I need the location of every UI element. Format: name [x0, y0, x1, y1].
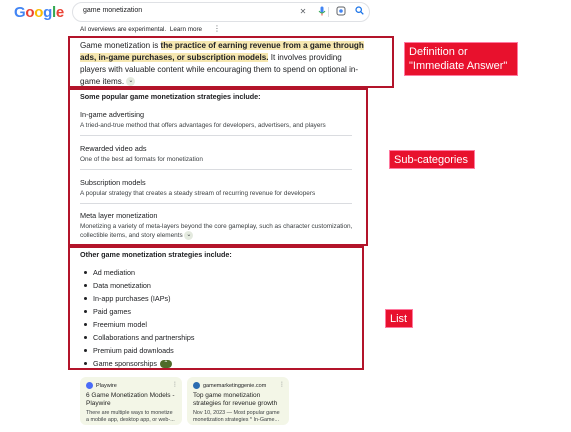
- expand-chevron-icon[interactable]: ⌄: [128, 78, 134, 85]
- strategy-title[interactable]: In-game advertising: [80, 110, 145, 119]
- strategy-desc: One of the best ad formats for monetization: [80, 156, 203, 163]
- divider: [80, 169, 352, 170]
- annotation-list: List: [386, 310, 412, 327]
- logo-letter: o: [25, 4, 35, 21]
- card-title[interactable]: 6 Game Monetization Models - Playwire: [86, 392, 175, 407]
- list-item: [93, 346, 174, 355]
- logo-letter: g: [43, 4, 52, 21]
- list-item: [93, 268, 135, 277]
- strategy-title[interactable]: Meta layer monetization: [80, 211, 158, 220]
- notice-text: AI overviews are experimental.: [80, 26, 167, 33]
- divider: [80, 203, 352, 204]
- search-input[interactable]: game monetization: [83, 7, 143, 14]
- divider: [328, 7, 329, 17]
- definition-highlight: the practice of earning revenue from a game through ads, in-game purchases, or subscription models.: [80, 41, 364, 62]
- more-options-icon[interactable]: ⋮: [213, 24, 221, 33]
- list-item: [93, 333, 195, 342]
- card-title[interactable]: Top game monetization strategies for revenue growth: [193, 392, 278, 407]
- card-source-name: gamemarketinggenie.com: [203, 382, 267, 389]
- card-source: [86, 382, 176, 389]
- search-bar[interactable]: [72, 2, 370, 22]
- strategy-desc: [80, 222, 364, 240]
- definition-text: [80, 40, 364, 88]
- list-item: [93, 307, 131, 316]
- more-options-icon[interactable]: ⋮: [279, 382, 285, 388]
- annotation-subcategories: Sub-categories: [390, 151, 474, 168]
- list-item: [93, 320, 147, 329]
- lens-icon[interactable]: [335, 6, 347, 18]
- list-item-text: Ad mediation: [93, 268, 135, 277]
- list-item: [93, 359, 172, 368]
- ai-overview-notice: [80, 26, 202, 33]
- logo-letter: l: [52, 4, 56, 21]
- learn-more-link[interactable]: Learn more: [169, 26, 203, 33]
- collapse-chevron-icon[interactable]: ⌃: [160, 360, 172, 368]
- site-favicon-icon: [193, 382, 200, 389]
- logo-letter: o: [34, 4, 44, 21]
- strategies-heading: Some popular game monetization strategies include:: [80, 92, 261, 101]
- playwire-favicon-icon: [86, 382, 93, 389]
- card-source-name: Playwire: [96, 382, 117, 389]
- annotation-definition: Definition or "Immediate Answer": [405, 43, 517, 75]
- card-source: [193, 382, 283, 389]
- card-snippet: Nov 10, 2023 — Most popular game monetization strategies * In-Game...: [193, 410, 280, 423]
- more-options-icon[interactable]: ⋮: [172, 382, 178, 388]
- source-card[interactable]: [80, 377, 182, 425]
- list-item-text: Data monetization: [93, 281, 151, 290]
- list-item-text: Collaborations and partnerships: [93, 333, 195, 342]
- source-card[interactable]: [187, 377, 289, 425]
- logo-letter: e: [55, 4, 64, 21]
- list-item-text: Premium paid downloads: [93, 346, 174, 355]
- search-icon[interactable]: [353, 6, 365, 18]
- list-item: [93, 281, 151, 290]
- google-logo[interactable]: [14, 5, 64, 21]
- list-item-text: In-app purchases (IAPs): [93, 294, 171, 303]
- strategy-title[interactable]: Subscription models: [80, 178, 146, 187]
- strategy-desc-text: Monetizing a variety of meta-layers beyond the core gameplay, such as character customization, collectible items, and story elements: [80, 223, 353, 240]
- definition-lead: Game monetization is: [80, 41, 161, 50]
- strategy-desc: A tried-and-true method that offers advantages for developers, advertisers, and players: [80, 122, 326, 129]
- expand-chevron-icon[interactable]: ⌄: [186, 232, 192, 238]
- list-item: [93, 294, 171, 303]
- divider: [80, 135, 352, 136]
- clear-icon[interactable]: ✕: [299, 7, 307, 16]
- list-item-text: Freemium model: [93, 320, 147, 329]
- mic-icon[interactable]: [316, 6, 328, 18]
- list-item-text: Game sponsorships: [93, 359, 157, 368]
- card-snippet: There are multiple ways to monetize a mobile app, desktop app, or web-...: [86, 410, 175, 423]
- strategy-desc: A popular strategy that creates a steady stream of recurring revenue for developers: [80, 190, 316, 197]
- definition-rest: It involves providing players with valuable content while encouraging them to spend on optional in-game items.: [80, 53, 359, 86]
- strategy-title[interactable]: Rewarded video ads: [80, 144, 147, 153]
- logo-letter: G: [14, 4, 26, 21]
- list-item-text: Paid games: [93, 307, 131, 316]
- other-heading: Other game monetization strategies include:: [80, 250, 232, 259]
